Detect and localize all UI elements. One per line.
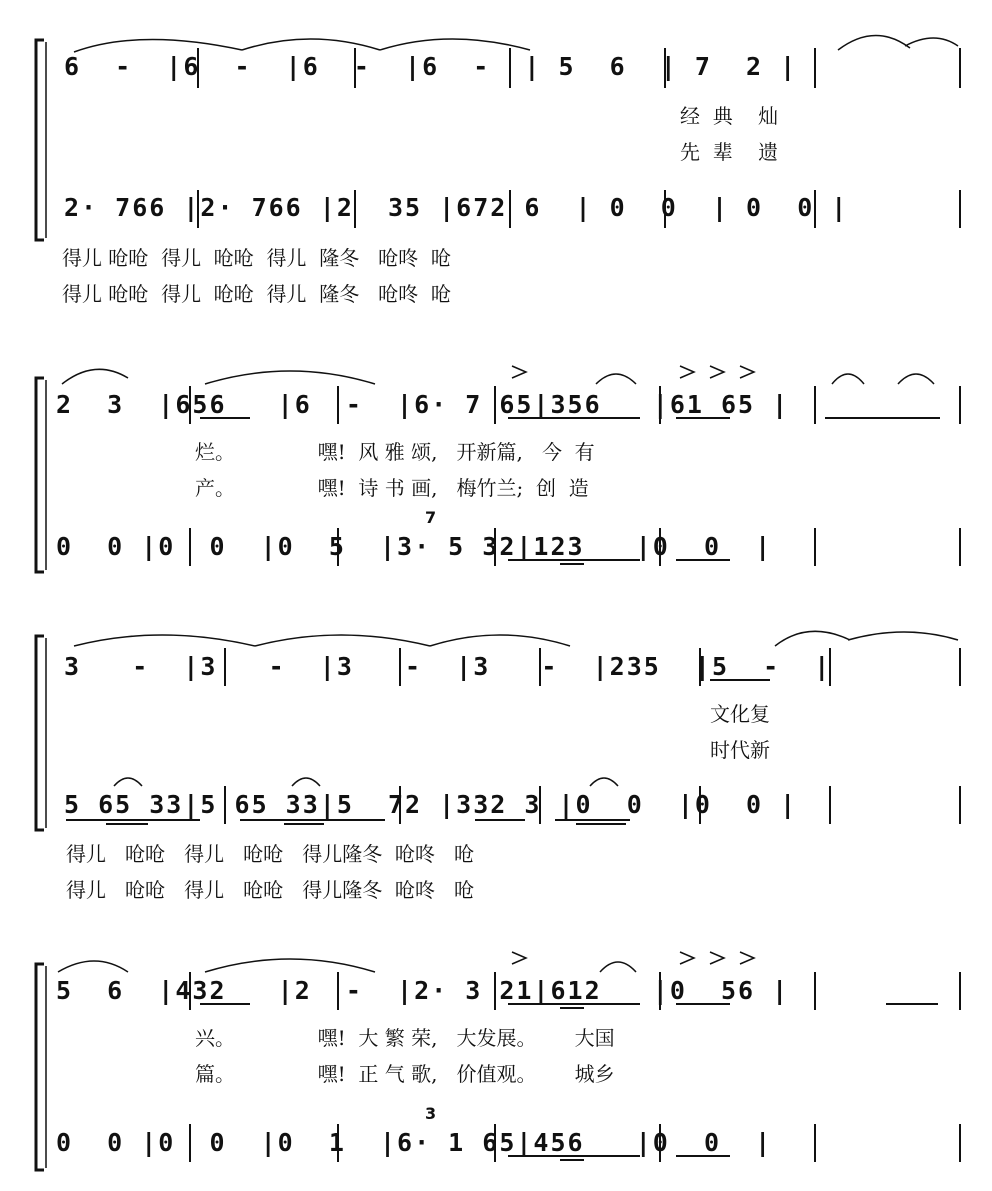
system-4-bottom-notes: 0 0 |0 0 |0 1 |6· 1 65|456 |0 0 | <box>56 1128 773 1157</box>
system-1-bottom-notes: 2· 766 |2· 766 |2 35 |672 6 | 0 0 | 0 0 | <box>64 193 849 222</box>
system-4-top-notes: 5 6 |432 |2 - |2· 3 21|612 |0 56 | <box>56 976 790 1005</box>
system-2-small-note: 7 <box>425 508 437 527</box>
system-1-top-lyric-2: 先 辈 遗 <box>680 140 779 164</box>
system-3-top-lyric-1: 文化复 <box>710 702 770 726</box>
system-2-top-lyric-2: 产。 嘿! 诗 书 画, 梅竹兰; 创 造 <box>195 476 589 500</box>
system-2-top-notes: 2 3 |656 |6 - |6· 7 65|356 |61 65 | <box>56 390 790 419</box>
system-3-bottom-lyric-1: 得儿 呛呛 得儿 呛呛 得儿隆冬 呛咚 呛 <box>66 842 475 866</box>
system-3-top-notes: 3 - |3 - |3 - |3 - |235 |5 - | <box>64 652 832 681</box>
system-4-small-note: 3 <box>425 1104 437 1123</box>
system-3-bottom-notes: 5 65 33|5 65 33|5 72 |332 3 |0 0 |0 0 | <box>64 790 798 819</box>
system-1-bottom-lyric-1: 得儿 呛呛 得儿 呛呛 得儿 隆冬 呛咚 呛 <box>62 246 452 270</box>
system-1-top-lyric-1: 经 典 灿 <box>680 104 779 128</box>
system-2-bottom-notes: 0 0 |0 0 |0 5 |3· 5 32|123 |0 0 | <box>56 532 773 561</box>
system-1-bottom-lyric-2: 得儿 呛呛 得儿 呛呛 得儿 隆冬 呛咚 呛 <box>62 282 452 306</box>
system-3-top-lyric-2: 时代新 <box>710 738 770 762</box>
system-4-top-lyric-1: 兴。 嘿! 大 繁 荣, 大发展。 大国 <box>195 1026 615 1050</box>
system-1-top-notes: 6 - |6 - |6 - |6 - | 5 6 | 7 2 | <box>64 52 798 81</box>
system-2-top-lyric-1: 烂。 嘿! 风 雅 颂, 开新篇, 今 有 <box>195 440 595 464</box>
system-4-top-lyric-2: 篇。 嘿! 正 气 歌, 价值观。 城乡 <box>195 1062 615 1086</box>
system-3-bottom-lyric-2: 得儿 呛呛 得儿 呛呛 得儿隆冬 呛咚 呛 <box>66 878 475 902</box>
